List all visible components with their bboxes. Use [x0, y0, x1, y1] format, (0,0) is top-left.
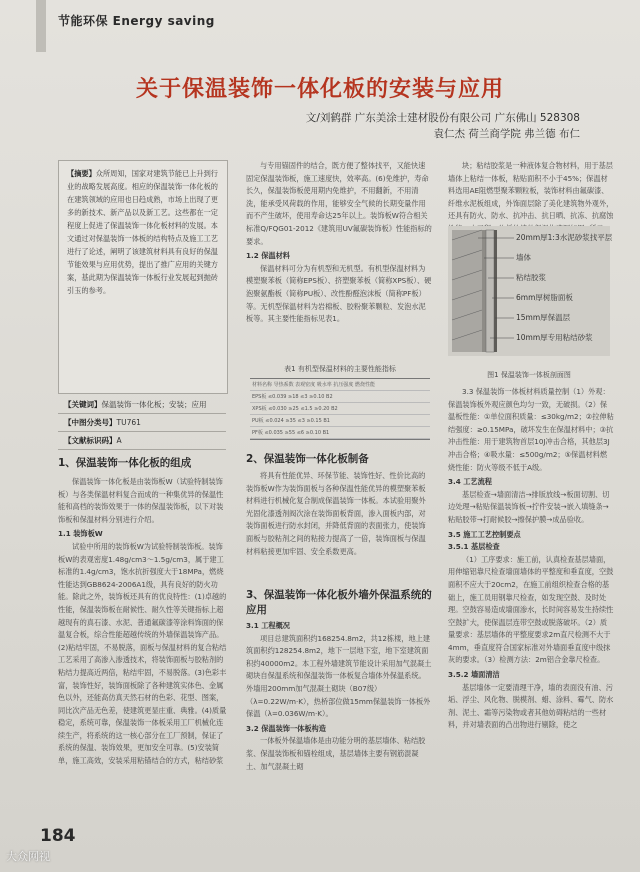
section-marker [36, 0, 46, 52]
authors-line-1: 文/刘鹤群 广东美涂士建材股份有限公司 广东佛山 528308 [305, 112, 580, 124]
abstract-box [58, 160, 228, 394]
classification-label: 【中图分类号】 [64, 418, 117, 427]
article-title: 关于保温装饰一体化板的安装与应用 [135, 77, 504, 102]
table-caption: 表1 有机型保温材料的主要性能指标 [284, 365, 396, 373]
page-number: 184 [40, 826, 76, 846]
paragraph: 项目总建筑面积约168254.8m2，共12栋楼，地上建筑面积约128254.8m2，地下一层地下室，地下室建筑面积约40000m2。本工程外墙建筑节能设计采用加气混凝土砌块自保温系统和保温装饰一体板复合墙体外保温系统。外墙用200mm加气混凝土砌块（B07级）（λ=0.22W/m·K），热桥部位做15mm保温装饰一体板外保温（λ=0.036W/m·K）。 [246, 633, 432, 719]
paragraph: 保温装饰一体化板是由装饰板W（试验特制装饰板）与各类保温材料复合而成的一种集优异的保温性能和高档的装饰效果于一体的保温装饰板，以下对装饰板和保温材料分别进行介绍。 [58, 477, 224, 524]
column-3-upper [448, 160, 614, 222]
subheading: 1.1 装饰板W [58, 529, 103, 539]
paragraph: 基层检查→墙面清洁→排版放线→板面切割、切边处理→粘贴保温装饰板→拧件安装→嵌入填缝条→粘贴胶带→打耐候胶→擦保护膜→成品验收。 [448, 489, 610, 524]
column-2-upper [246, 160, 432, 364]
doc-code-label: 【文献标识码】 [64, 436, 117, 445]
paragraph: （1）工序要求：施工前，认真检查基层墙面，用伸缩铝靠尺检查墙面墙体的平整度和垂直度，空鼓面积不应大于20cm2，在施工前组织检查合格的基础上，施工员用钢靠尺检查，如发现空鼓、及时处理。空鼓容易造成墙面渗水，长时间容易发生持续性空鼓扩大，使保温层连带空鼓或脱落破坏。（2）质量要求：基层墙体的平整度要求2m直尺检测不大于4mm，垂直度符合国家标准对外墙面垂直度中级抹灰的要求。（3）检测方法：2m铝合金靠尺检查。 [448, 554, 614, 665]
subheading: 3.5.1 基层检查 [448, 542, 500, 552]
abstract-body: 众所周知，国家对建筑节能已上升到行业的战略发展高度。相应的保温装饰一体化板的在建筑领域的应用也日趋成熟，市场上出现了更多的新技术、新产品以及新工艺。这些都在一定程度上促进了保温装饰一体化板材料的发展。本文通过对保温装饰一体板的结构特点及施工工艺进行了论述，阐明了该建筑材料具有良好的保温节能效果与应用优势，提出了推广应用的关键方案，基此期为保温装饰一体板行业发展起到抛砖引玉的参考。 [67, 169, 218, 295]
paragraph: 块；粘结胶浆是一种液体复合物材料，用于基层墙体上粘结一体板，粘贴面积不小于45%；保温材料选用AE阻燃型聚苯颗粒板，装饰材料由氟碳漆、纤维水泥板组成，外饰面层除了美化建筑物外观外，还具有防火、防水、抗冲击、抗日晒、抗冻、抗腐蚀 [448, 161, 614, 221]
figure-label: 墙体 [516, 253, 531, 262]
section-tag: 节能环保 Energy saving [58, 14, 215, 28]
doc-code-value: A [116, 436, 122, 445]
heading-section-2: 2、保温装饰一体化板制备 [246, 453, 369, 465]
keywords-label: 【关键词】 [64, 400, 102, 409]
column-2-middle [246, 470, 432, 582]
column-1-body [58, 476, 228, 822]
subheading: 3.1 工程概况 [246, 621, 290, 630]
column-3-lower [448, 386, 614, 840]
paragraph: 与专用锚固件的结合，既方便了整体找平，又能快速固定保温装饰板，施工速度快，效率高。(6)免维护，寿命长久，保温装饰板使用期内免维护，不用翻新，不用清洗，能承受风荷载的作用，能够安全气候的长期变量作用而不产生破坏，使用寿命达25年以上。装饰板W符合相关标准Q/FQG01-2012《建筑用UV氟碳装饰板》性能指标的要求。 [246, 161, 432, 246]
classification-value: TU761 [116, 418, 141, 427]
table-row: 材料名称 导热系数 表观密度 吸水率 抗压强度 燃烧性能 [250, 379, 430, 391]
abstract-text [59, 161, 227, 303]
subheading: 3.2 保温装饰一体板构造 [246, 723, 326, 733]
table-row: PF板 ≤0.035 ≥55 ≤6 ≥0.10 B1 [250, 427, 430, 439]
table-row: PU板 ≤0.024 ≥35 ≤3 ≥0.15 B1 [250, 415, 430, 427]
abstract-label: 【摘要】 [67, 169, 96, 178]
figure-label: 6mm厚树脂面板 [516, 293, 573, 302]
keywords-value: 保温装饰一体化板；安装；应用 [101, 400, 207, 409]
subheading: 3.5 施工工艺控制要点 [448, 529, 521, 539]
authors-line-2: 袁仁杰 荷兰商学院 弗兰德 布仁 [433, 128, 580, 140]
paragraph: 3.3 保温装饰一体板材料质量控制（1）外观：保温装饰板外观应颜色均匀一致，无破损。（2）保温板性能：①单位面积质量：≤30kg/m2；②拉伸粘结强度：≥0.15MPa，破坏发生在保温材料中；③抗冲击性能：用于建筑物首层10J冲击合格，其他层3J冲击合格；④吸水量：≤500g/m2；⑤保温材料燃烧性能：防火等级不低于A级。 [448, 387, 614, 472]
heading-section-1: 1、保温装饰一体化板的组成 [58, 457, 192, 469]
column-2-lower [246, 620, 432, 838]
wall-section-figure [448, 226, 613, 356]
subheading: 1.2 保温材料 [246, 251, 290, 261]
author-block [250, 110, 580, 142]
material-table [250, 378, 430, 440]
figure-label: 15mm厚保温层 [516, 313, 571, 322]
paragraph: 基层墙体一定要清理干净，墙的表面没有油、污垢、浮尘、风化物、脱模剂、蜡、涂料、霉气、防水剂、泥土、霜等污染物或者其他妨碍粘结的一些材料，并对墙表面的凸出物进行剔除，使之 [448, 682, 614, 730]
source-watermark: 大众网视 [6, 850, 50, 863]
table-row: XPS板 ≤0.030 ≥25 ≤1.5 ≥0.20 B2 [250, 403, 430, 415]
paragraph: 保温材料可分为有机型和无机型。有机型保温材料为模塑聚苯板（简称EPS板）、挤塑聚苯板（简称XPS板）、硬泡聚氨酯板（简称PU板）、改性酚醛泡沫板（简称PF板）等。无机型保温材料为岩棉板、胶粉聚苯颗粒、发泡水泥板等。其主要性能指标见表1。 [246, 263, 432, 324]
keywords-row [58, 396, 226, 414]
heading-section-3: 3、保温装饰一体化板外墙外保温系统的应用 [246, 589, 432, 616]
paragraph: 试验中所用的装饰板W为试验特制装饰板。装饰板W的表观密度1.48g/cm3～1.5g/cm3，属于建工标准的1.4g/cm3，饱水抗折强度大于18MPa，燃烧性能达到GB8624-2006A1级，具有良好的防火功能。除此之外，装饰板还具有的优良特性：(1)卓越的性能，保温装饰板在耐候性、耐久性等关键指标上超越现有的真石漆、水泥、普通氟碳漆等涂料饰面的保温复合板，综合性能超越传统的外墙保温装饰产品。(2)粘结牢固，不易脱落，面板与保温材料的复合粘结工艺采用了高渗入渗透技术，将装饰面板与胶粘剂的粘结力提高近两倍，粘结牢固，不易脱落。(3)色彩丰富，装饰性好，装饰面板除了各种建筑实体色、金属色以外，还能高仿真天然石材的色彩、花型、图案，同比次产品无色差，使建筑更显庄重、典雅。(4)质量稳定，系统可靠，保温装饰一体板采用工厂机械化连续生产，将系统的这一核心部分在工厂预制，保证了系统的保温、装饰效果，更加安全可靠。(5)安装简单，施工高效，安装采用粘锚结合的方式，粘结砂浆 [58, 541, 227, 766]
figure-label: 10mm厚专用粘结砂浆 [516, 333, 593, 342]
figure-caption: 图1 保温装饰一体板剖面图 [487, 371, 571, 379]
table-row: EPS板 ≤0.039 ≥18 ≤3 ≥0.10 B2 [250, 391, 430, 403]
doc-code-row [58, 432, 226, 450]
figure-label: 20mm厚1:3水泥砂浆找平层 [516, 233, 613, 242]
paragraph: 将具有性能优异、环保节能、装饰性好、性价比高的装饰板W作为装饰面板与各种保温性能优异的模塑聚苯板材料进行机械化复合制成保温装饰一体板。本试验用聚外光固化漆透剂阀次涂在装饰面板背面，渗入面板内部，对装饰面板进行防水封闭，并降低背面的表面张力，使装饰面板与胶粘剂之间的粘接力提高了一倍，装饰面板与保温材料粘接更加牢固、安全系数更高。 [246, 471, 426, 556]
subheading: 3.5.2 墙面清洁 [448, 670, 500, 680]
subheading: 3.4 工艺流程 [448, 477, 492, 487]
figure-label: 粘结胶浆 [516, 273, 546, 282]
classification-row [58, 414, 226, 432]
paragraph: 一体板外保温墙体是由功能分明的基层墙体、粘结胶浆、保温装饰板和锚栓组成，基层墙体主要有钢筋混凝土、加气混凝土砌 [246, 736, 426, 771]
